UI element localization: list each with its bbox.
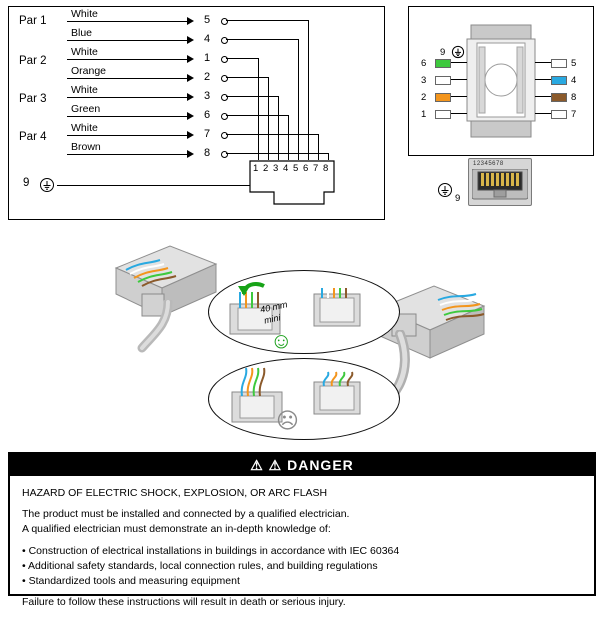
route-line — [226, 115, 288, 116]
route-line — [226, 20, 308, 21]
route-line — [268, 77, 269, 160]
ground-symbol-icon — [437, 182, 453, 198]
wire-label: White — [71, 8, 98, 20]
wire-line — [67, 78, 187, 79]
plug-pin-number: 1 — [253, 163, 259, 174]
wire-arrow-icon — [187, 93, 194, 101]
wire-arrow-icon — [187, 150, 194, 158]
wire-color-chip-brown — [551, 93, 567, 102]
plug-pin-number: 5 — [293, 163, 299, 174]
rj45-ground-label: 9 — [455, 193, 461, 204]
pin-lead — [535, 62, 551, 63]
wire-color-chip-white — [435, 110, 451, 119]
wire-label: White — [71, 122, 98, 134]
wire-arrow-icon — [187, 36, 194, 44]
bad-status-face-icon: ☹ — [276, 408, 299, 433]
plug-pin-number: 7 — [313, 163, 319, 174]
route-line — [298, 39, 299, 160]
cable-dimension-sublabel: mini — [263, 312, 282, 326]
plug-pin-number: 6 — [303, 163, 309, 174]
left-cable-graphic — [128, 300, 208, 370]
danger-banner: ⚠ ⚠ DANGER — [10, 454, 594, 476]
wire-label: Orange — [71, 65, 107, 77]
route-line — [278, 96, 279, 160]
wire-arrow-icon — [187, 112, 194, 120]
jack-pin-number-right: 7 — [571, 109, 577, 120]
pin-number: 1 — [203, 52, 211, 64]
wire-label: Blue — [71, 27, 93, 39]
wire-line — [67, 135, 187, 136]
wire-label: White — [71, 46, 98, 58]
jack-pin-number-left: 3 — [421, 75, 427, 86]
wire-color-chip-white — [551, 110, 567, 119]
pin-lead — [451, 79, 467, 80]
wire-line — [67, 40, 187, 41]
keystone-jack-graphic — [465, 23, 537, 141]
pin-number: 5 — [203, 14, 211, 26]
wire-label: Green — [71, 103, 101, 115]
pin-lead — [451, 96, 467, 97]
danger-heading: HAZARD OF ELECTRIC SHOCK, EXPLOSION, OR ARC FLASH — [22, 487, 328, 499]
jack-pin-number-right: 8 — [571, 92, 577, 103]
wire-arrow-icon — [187, 55, 194, 63]
wire-color-chip-orange — [435, 93, 451, 102]
ground-symbol-icon — [451, 45, 465, 59]
plug-pin-number: 2 — [263, 163, 269, 174]
route-line — [226, 134, 318, 135]
pin-number: 8 — [203, 147, 211, 159]
pin-lead — [535, 79, 551, 80]
route-line — [308, 20, 309, 160]
rj45-contact-numbers: 12345678 — [473, 161, 504, 167]
wire-label: Brown — [71, 141, 101, 153]
danger-line: • Construction of electrical installations in buildings in accordance with IEC 60364 — [22, 544, 400, 557]
route-line — [318, 134, 319, 160]
danger-line: A qualified electrician must demonstrate an in-depth knowledge of: — [22, 523, 331, 536]
jack-pin-number-left: 6 — [421, 58, 427, 69]
pin-lead — [451, 113, 467, 114]
wire-color-chip-white — [435, 76, 451, 85]
route-line — [226, 77, 268, 78]
jack-pin-number-right: 4 — [571, 75, 577, 86]
route-line — [226, 39, 298, 40]
jack-pin-number-right: 5 — [571, 58, 577, 69]
danger-line: • Standardized tools and measuring equipment — [22, 575, 240, 588]
route-line — [258, 58, 259, 160]
wire-line — [67, 21, 187, 22]
wire-line — [67, 154, 187, 155]
rj45-port-graphic — [472, 169, 528, 203]
tia-568b-panel — [408, 6, 594, 156]
plug-pin-number: 4 — [283, 163, 289, 174]
good-status-face-icon: ☺ — [270, 328, 293, 353]
wire-color-chip-green — [435, 59, 451, 68]
ground-line — [57, 185, 250, 186]
pair-label: Par 4 — [19, 131, 47, 143]
jack-ground-number: 9 — [440, 47, 446, 58]
wire-line — [67, 97, 187, 98]
ground-symbol-icon — [39, 177, 55, 193]
route-line — [226, 58, 258, 59]
wire-arrow-icon — [187, 131, 194, 139]
pin-lead — [535, 113, 551, 114]
pin-number: 7 — [203, 128, 211, 140]
wire-arrow-icon — [187, 17, 194, 25]
pair-label: Par 1 — [19, 15, 47, 27]
danger-line: • Additional safety standards, local connection rules, and building regulations — [22, 559, 378, 572]
pin-number: 6 — [203, 109, 211, 121]
installation-illustration — [8, 222, 592, 442]
pin-lead — [535, 96, 551, 97]
plug-pin-number: 8 — [323, 163, 329, 174]
pin-number: 3 — [203, 90, 211, 102]
wire-color-chip-white — [551, 59, 567, 68]
danger-footer: Failure to follow these instructions will result in death or serious injury. — [22, 596, 346, 609]
wire-color-chip-blue — [551, 76, 567, 85]
ground-label: 9 — [23, 177, 30, 189]
pair-label: Par 3 — [19, 93, 47, 105]
wire-label: White — [71, 84, 98, 96]
danger-body — [10, 476, 594, 621]
pin-number: 4 — [203, 33, 211, 45]
plug-pin-number: 3 — [273, 163, 279, 174]
wire-arrow-icon — [187, 74, 194, 82]
jack-pin-number-left: 2 — [421, 92, 427, 103]
wire-line — [67, 116, 187, 117]
route-line — [226, 153, 328, 154]
pin-lead — [451, 62, 467, 63]
danger-panel — [8, 452, 596, 609]
route-line — [328, 153, 329, 160]
pair-label: Par 2 — [19, 55, 47, 67]
rj45-jack-face — [468, 158, 532, 206]
route-line — [226, 96, 278, 97]
cable-dimension-label: 40 mm — [259, 299, 289, 315]
bad-jack-graphic — [308, 368, 368, 428]
pin-number: 2 — [203, 71, 211, 83]
wiring-diagram-panel — [8, 6, 385, 220]
danger-line: The product must be installed and connected by a qualified electrician. — [22, 508, 350, 521]
jack-pin-number-left: 1 — [421, 109, 427, 120]
good-jack-graphic — [308, 280, 368, 340]
wire-line — [67, 59, 187, 60]
